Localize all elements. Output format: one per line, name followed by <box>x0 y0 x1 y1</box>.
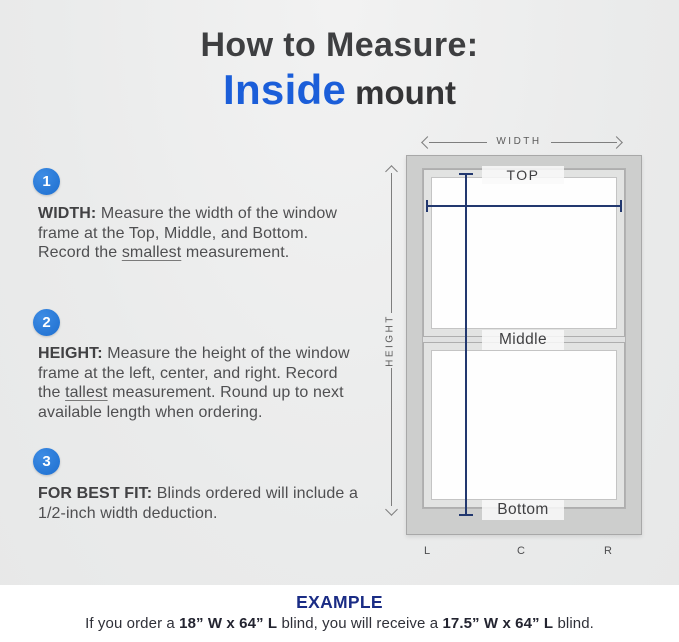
width-measure-cap-right <box>620 200 622 212</box>
window-bottom-glass <box>431 350 617 500</box>
height-arrow-up-icon <box>385 165 398 178</box>
label-top: TOP <box>482 166 564 184</box>
example-section <box>0 585 679 642</box>
step-1-text: WIDTH: Measure the width of the window frame at the Top, Middle, and Bottom. Record the smallest measurement. <box>38 205 338 262</box>
step-1-label: WIDTH: <box>38 205 97 222</box>
marker-center: C <box>517 545 526 557</box>
example-sentence: If you order a 18” W x 64” L blind, you will receive a 17.5” W x 64” L blind. <box>85 615 594 632</box>
step-2-underlined-word: tallest <box>65 384 108 402</box>
height-arrow-line-top <box>391 173 392 313</box>
title-line1: How to Measure: <box>200 26 479 64</box>
height-measure-cap-top <box>459 173 473 175</box>
page-title <box>0 26 679 114</box>
height-arrow-line-bottom <box>391 368 392 506</box>
window-top-sash <box>423 169 625 337</box>
title-line2 <box>0 66 679 114</box>
label-bottom: Bottom <box>482 500 564 520</box>
height-arrow-down-icon <box>385 503 398 516</box>
title-highlight: Inside <box>223 66 347 113</box>
step-3-text: FOR BEST FIT: Blinds ordered will include a 1/2-inch width deduction. <box>38 485 358 522</box>
marker-right: R <box>604 545 613 557</box>
step-1-badge: 1 <box>33 168 60 195</box>
width-measure-line <box>427 205 621 207</box>
width-axis-label: WIDTH <box>496 136 542 147</box>
window-bottom-sash <box>423 342 625 508</box>
step-1-underlined-word: smallest <box>121 244 182 262</box>
height-measure-line <box>465 174 467 515</box>
step-2-badge: 2 <box>33 309 60 336</box>
width-arrow-line-left <box>429 142 487 143</box>
title-suffix: mount <box>355 74 456 111</box>
step-3-badge: 3 <box>33 448 60 475</box>
example-heading: EXAMPLE <box>296 592 383 612</box>
width-arrow-line-right <box>551 142 617 143</box>
width-arrow-left-icon <box>421 136 434 149</box>
step-3-label: FOR BEST FIT: <box>38 485 153 502</box>
height-axis-label: HEIGHT <box>384 314 396 367</box>
step-2-text: HEIGHT: Measure the height of the window frame at the left, center, and right. Record the tallest measurement. Round up to next available length when ordering. <box>38 345 350 422</box>
height-measure-cap-bottom <box>459 514 473 516</box>
width-arrow-right-icon <box>610 136 623 149</box>
label-middle: Middle <box>482 330 564 350</box>
width-measure-cap-left <box>426 200 428 212</box>
marker-left: L <box>424 545 432 557</box>
window-top-glass <box>431 177 617 329</box>
step-2-label: HEIGHT: <box>38 345 103 362</box>
example-received-size: 17.5” W x 64” L <box>442 615 554 632</box>
example-ordered-size: 18” W x 64” L <box>179 615 278 632</box>
